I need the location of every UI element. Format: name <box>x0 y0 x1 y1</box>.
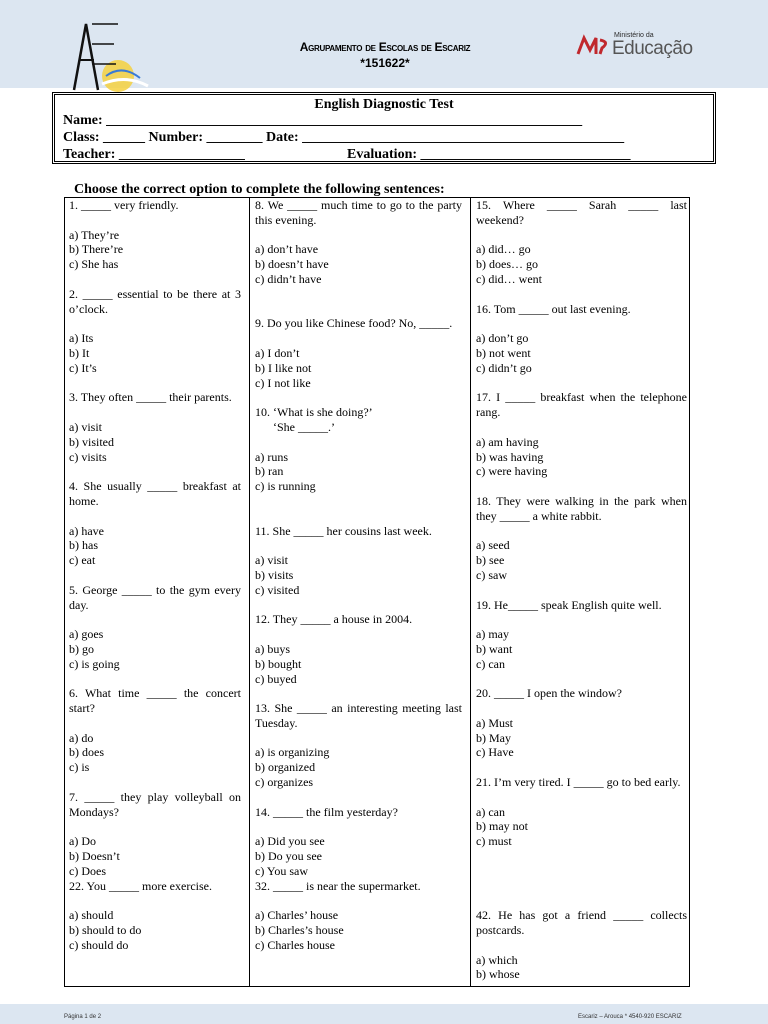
spacer <box>476 982 687 997</box>
question-block <box>255 701 465 805</box>
spacer <box>69 405 241 420</box>
answer-option[interactable]: b) has <box>69 538 98 553</box>
answer-option[interactable]: a) buys <box>255 641 290 656</box>
question-block <box>69 286 244 391</box>
question-block <box>69 789 244 879</box>
answer-option[interactable]: c) is going <box>69 656 120 671</box>
answer-option[interactable]: c) were having <box>476 464 548 479</box>
question-block <box>476 493 690 598</box>
student-info-box <box>52 92 716 164</box>
question-text: 20. _____ I open the window? <box>476 686 622 701</box>
answer-option[interactable]: a) Its <box>69 331 94 346</box>
answer-option[interactable]: a) runs <box>255 449 288 464</box>
answer-option[interactable]: a) don’t have <box>255 242 319 257</box>
answer-option[interactable]: c) should do <box>69 937 129 952</box>
spacer <box>476 583 687 598</box>
answer-option[interactable]: c) did… went <box>476 271 542 286</box>
spacer <box>476 849 687 864</box>
question-text: 1. _____ very friendly. <box>69 198 179 212</box>
spacer <box>476 524 687 539</box>
answer-option[interactable]: a) Must <box>476 715 513 730</box>
spacer <box>255 538 462 553</box>
spacer <box>476 479 687 494</box>
question-text: 13. She _____ an interesting meeting last Tuesday. <box>255 701 465 730</box>
answer-option[interactable]: a) have <box>69 523 104 538</box>
answer-option[interactable]: b) organized <box>255 760 316 775</box>
question-block <box>69 198 241 287</box>
answer-option[interactable]: c) She has <box>69 257 119 272</box>
answer-option[interactable]: a) Did you see <box>255 834 325 849</box>
answer-option[interactable]: a) am having <box>476 434 539 449</box>
spacer <box>69 893 241 908</box>
question-block <box>255 405 462 523</box>
question-block <box>69 479 244 583</box>
page-number: Página 1 de 2 <box>64 1014 102 1020</box>
answer-option[interactable]: b) bought <box>255 656 302 671</box>
spacer <box>476 760 687 775</box>
answer-option[interactable]: b) ran <box>255 464 284 479</box>
question-block <box>476 775 687 908</box>
answer-option[interactable]: c) It’s <box>69 360 97 375</box>
spacer <box>255 598 462 613</box>
answer-option[interactable]: a) I don’t <box>255 345 300 360</box>
question-text: 5. George _____ to the gym every day. <box>69 582 244 612</box>
question-text: 15. Where _____ Sarah _____ last weekend? <box>476 198 690 227</box>
question-block <box>255 879 462 968</box>
answer-option[interactable]: b) Do you see <box>255 849 322 864</box>
answer-option[interactable]: c) visited <box>255 582 300 597</box>
spacer <box>255 790 462 805</box>
question-block <box>255 805 462 879</box>
answer-option[interactable]: c) You saw <box>255 863 309 878</box>
spacer <box>476 420 687 435</box>
question-block <box>255 316 462 405</box>
spacer <box>255 287 462 302</box>
question-text: 17. I _____ breakfast when the telephone rang. <box>476 390 690 420</box>
answer-option[interactable]: b) There’re <box>69 242 124 257</box>
question-block <box>476 302 687 391</box>
answer-option[interactable]: b) Charles’s house <box>255 923 344 938</box>
spacer <box>255 331 462 346</box>
spacer <box>69 213 241 228</box>
answer-option[interactable]: a) don’t go <box>476 331 529 346</box>
answer-option[interactable]: c) Have <box>476 745 514 760</box>
answer-option[interactable]: a) They’re <box>69 227 120 242</box>
spacer <box>69 953 241 968</box>
ministry-mark-icon <box>576 34 612 58</box>
instruction: Choose the correct option to complete the following sentences: <box>74 182 445 197</box>
spacer <box>255 893 462 908</box>
answer-option[interactable]: b) should to do <box>69 923 142 938</box>
spacer <box>476 672 687 687</box>
answer-option[interactable]: a) may <box>476 627 509 642</box>
spacer <box>476 287 687 302</box>
spacer <box>69 464 241 479</box>
question-text: 8. We _____ much time to go to the party this evening. <box>255 198 465 227</box>
answer-option[interactable]: c) is <box>69 760 90 775</box>
teacher-field[interactable]: Teacher: __________________ <box>63 147 245 162</box>
question-text: 19. He_____ speak English quite well. <box>476 597 662 612</box>
spacer <box>476 612 687 627</box>
answer-option[interactable]: b) does… go <box>476 257 538 272</box>
answer-option[interactable]: b) may not <box>476 819 528 834</box>
spacer <box>476 938 687 953</box>
answer-option[interactable]: b) want <box>476 641 513 656</box>
answer-option[interactable]: a) which <box>476 952 518 967</box>
spacer <box>255 302 462 317</box>
question-block <box>69 686 244 790</box>
answer-option[interactable]: c) eat <box>69 553 96 568</box>
spacer <box>69 775 241 790</box>
answer-option[interactable]: a) should <box>69 908 114 923</box>
answer-option[interactable]: c) buyed <box>255 671 297 686</box>
answer-option[interactable]: b) was having <box>476 449 544 464</box>
answer-option[interactable]: a) can <box>476 804 505 819</box>
answer-option[interactable]: c) must <box>476 834 512 849</box>
spacer <box>255 390 462 405</box>
question-text: 2. _____ essential to be there at 3 o’clock. <box>69 286 244 316</box>
answer-option[interactable]: b) Doesn’t <box>69 849 120 864</box>
spacer <box>476 864 687 879</box>
spacer <box>476 228 687 243</box>
question-block <box>476 598 687 687</box>
answer-option[interactable]: a) goes <box>69 627 104 642</box>
answer-option[interactable]: b) visits <box>255 567 294 582</box>
spacer <box>69 612 241 627</box>
school-code: *151622* <box>360 56 410 70</box>
question-block <box>69 390 241 479</box>
question-block <box>476 390 690 494</box>
answer-option[interactable]: b) whose <box>476 967 520 982</box>
question-text: 9. Do you like Chinese food? No, _____. <box>255 316 453 331</box>
answer-option[interactable]: b) I like not <box>255 360 312 375</box>
question-text: 4. She usually _____ breakfast at home. <box>69 479 244 508</box>
answer-option[interactable]: c) visits <box>69 449 107 464</box>
spacer <box>69 819 241 834</box>
question-block <box>255 198 465 316</box>
question-block <box>476 686 687 775</box>
answer-option[interactable]: b) It <box>69 345 90 360</box>
spacer <box>255 731 462 746</box>
question-column-1 <box>69 198 244 967</box>
school-name: Agrupamento de Escolas de Escariz <box>299 40 471 54</box>
question-block <box>476 908 690 997</box>
answer-option[interactable]: a) is organizing <box>255 745 330 760</box>
question-text: 14. _____ the film yesterday? <box>255 804 398 819</box>
spacer <box>255 228 462 243</box>
answer-option[interactable]: b) not went <box>476 345 531 360</box>
answer-option[interactable]: b) go <box>69 641 94 656</box>
answer-option[interactable]: a) did… go <box>476 242 531 257</box>
answer-option[interactable]: a) Charles’ house <box>255 908 339 923</box>
evaluation-field[interactable]: Evaluation: ______________________________ <box>347 147 631 162</box>
answer-option[interactable]: a) visit <box>69 419 102 434</box>
column-divider <box>249 198 250 986</box>
question-text: 21. I’m very tired. I _____ go to bed early. <box>476 775 681 790</box>
answer-option[interactable]: c) is running <box>255 479 316 494</box>
answer-option[interactable]: c) didn’t have <box>255 271 322 286</box>
ministry-small-text: Ministério da <box>614 32 654 39</box>
spacer <box>69 376 241 391</box>
question-text: 11. She _____ her cousins last week. <box>255 523 432 538</box>
school-address: Escariz – Arouca * 4540-920 ESCARIZ <box>578 1014 682 1020</box>
question-text: 7. _____ they play volleyball on Mondays? <box>69 789 244 819</box>
answer-option[interactable]: a) do <box>69 730 94 745</box>
spacer <box>69 316 241 331</box>
spacer <box>255 494 462 509</box>
question-block <box>476 198 690 302</box>
spacer <box>69 568 241 583</box>
answer-option[interactable]: c) organizes <box>255 775 314 790</box>
answer-option[interactable]: a) Do <box>69 834 96 849</box>
spacer <box>255 819 462 834</box>
question-block <box>69 582 244 687</box>
question-column-2 <box>255 198 465 967</box>
name-field[interactable]: Name: ____________________________________________________________________ <box>63 113 583 128</box>
spacer <box>476 316 687 331</box>
answer-option[interactable]: a) seed <box>476 538 510 553</box>
spacer <box>255 627 462 642</box>
answer-option[interactable]: c) Charles house <box>255 937 335 952</box>
spacer <box>476 879 687 894</box>
spacer <box>69 672 241 687</box>
spacer <box>69 716 241 731</box>
question-text: 22. You _____ more exercise. <box>69 878 212 893</box>
question-block <box>69 879 241 968</box>
answer-option[interactable]: b) see <box>476 553 505 568</box>
spacer <box>476 701 687 716</box>
column-divider <box>470 198 471 986</box>
answer-option[interactable]: c) Does <box>69 863 106 878</box>
question-text: 6. What time _____ the concert start? <box>69 686 244 716</box>
question-block <box>255 612 462 701</box>
question-text: 10. ‘What is she doing?’ ‘She _____.’ <box>255 405 373 434</box>
answer-option[interactable]: c) can <box>476 656 505 671</box>
answer-option[interactable]: a) visit <box>255 553 288 568</box>
spacer <box>476 893 687 908</box>
answer-option[interactable]: c) saw <box>476 567 507 582</box>
answer-option[interactable]: c) didn’t go <box>476 360 532 375</box>
spacer <box>476 790 687 805</box>
spacer <box>255 435 462 450</box>
spacer <box>69 272 241 287</box>
answer-option[interactable]: b) visited <box>69 434 114 449</box>
ministry-logo <box>576 32 696 62</box>
spacer <box>255 509 462 524</box>
question-column-3 <box>476 198 690 997</box>
question-text: 42. He has got a friend _____ collects postcards. <box>476 908 690 938</box>
question-text: 32. _____ is near the supermarket. <box>255 878 421 893</box>
spacer <box>255 686 462 701</box>
answer-option[interactable]: b) doesn’t have <box>255 257 329 272</box>
question-block <box>255 524 462 613</box>
answer-option[interactable]: b) May <box>476 730 511 745</box>
question-text: 3. They often _____ their parents. <box>69 390 232 405</box>
class-number-date-field[interactable]: Class: ______ Number: ________ Date: ______________________________________________ <box>63 130 625 145</box>
answer-option[interactable]: c) I not like <box>255 375 311 390</box>
question-grid <box>64 197 690 987</box>
question-text: 16. Tom _____ out last evening. <box>476 301 631 316</box>
test-title: English Diagnostic Test <box>314 97 454 112</box>
school-logo <box>56 20 156 92</box>
spacer <box>476 376 687 391</box>
question-text: 12. They _____ a house in 2004. <box>255 612 413 627</box>
ministry-big-text: Educação <box>612 38 693 59</box>
spacer <box>69 509 241 524</box>
answer-option[interactable]: b) does <box>69 745 104 760</box>
spacer <box>255 953 462 968</box>
question-text: 18. They were walking in the park when they _____ a white rabbit. <box>476 493 690 523</box>
